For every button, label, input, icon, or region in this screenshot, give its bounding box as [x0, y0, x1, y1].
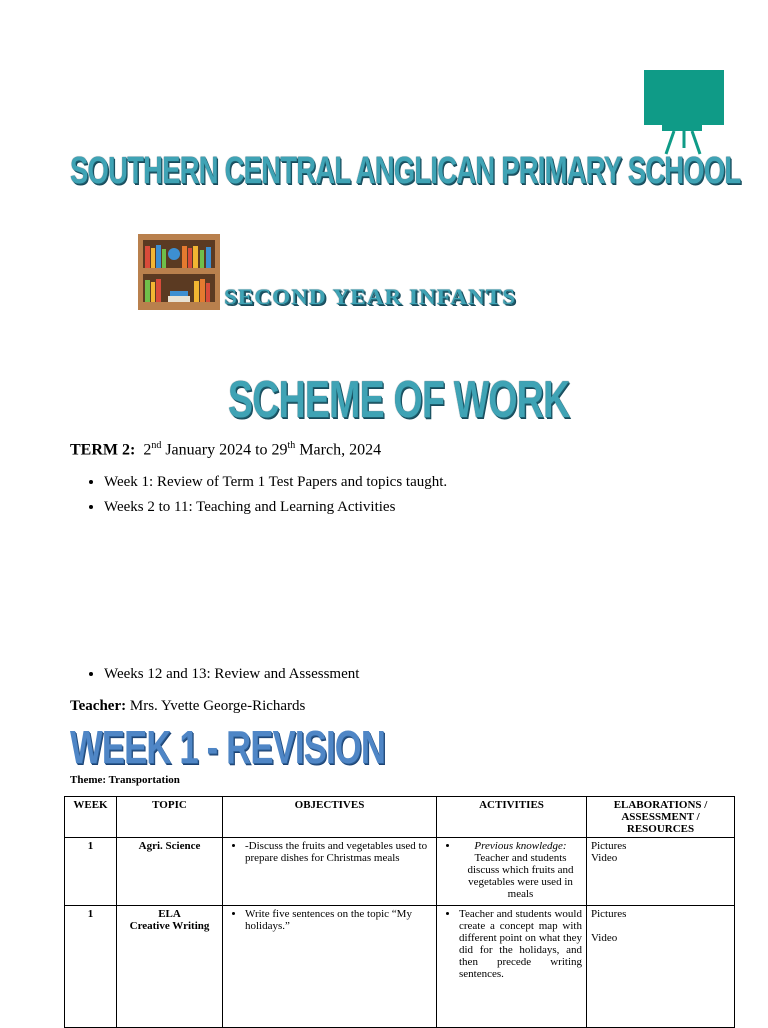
schedule-list	[84, 474, 447, 524]
row-resources	[587, 838, 735, 906]
activity-item: • Teacher and students would create a concept map with different point on what they did for the holidays, and then precede writing sentences.	[459, 908, 582, 980]
row-objectives	[223, 906, 437, 1028]
activity-label: Previous knowledge:	[474, 840, 567, 852]
teacher-label: Teacher:	[70, 698, 127, 714]
resource-item: Video	[591, 852, 618, 864]
header-topic: TOPIC	[117, 797, 223, 838]
objective-item: • -Discuss the fruits and vegetables used to prepare dishes for Christmas meals	[245, 840, 432, 864]
topic-line: ELA	[158, 908, 181, 920]
bookshelf-icon	[138, 234, 220, 310]
term-line	[70, 440, 381, 459]
week-heading: WEEK 1 - REVISION	[70, 721, 386, 773]
row-topic	[117, 838, 223, 906]
table-row	[65, 838, 735, 906]
activity-item	[459, 840, 582, 900]
table-header-row	[65, 797, 735, 838]
header-activities: ACTIVITIES	[437, 797, 587, 838]
resource-item: Pictures	[591, 908, 627, 920]
row-activities	[437, 838, 587, 906]
header-objectives: OBJECTIVES	[223, 797, 437, 838]
teacher-line	[70, 698, 305, 715]
term-start-rest: January 2024 to 29	[165, 441, 288, 459]
term-end-rest: March, 2024	[299, 441, 382, 459]
table-row	[65, 906, 735, 1028]
objective-item: • Write five sentences on the topic “My holidays.”	[245, 908, 432, 932]
schedule-weeks12-13: • Weeks 12 and 13: Review and Assessment	[104, 666, 359, 683]
topic-line: Agri. Science	[138, 840, 201, 852]
schedule-weeks2-11: • Weeks 2 to 11: Teaching and Learning Activities	[104, 499, 447, 516]
document-title: SCHEME OF WORK	[228, 371, 570, 429]
chalkboard-icon	[640, 68, 728, 158]
term-start-suffix: nd	[151, 440, 162, 451]
row-activities	[437, 906, 587, 1028]
resource-item: Video	[591, 932, 618, 944]
header-week: WEEK	[65, 797, 117, 838]
header-elaborations: ELABORATIONS / ASSESSMENT / RESOURCES	[587, 797, 735, 838]
activity-text: Teacher and students discuss which fruits and vegetables were used in meals	[467, 852, 574, 900]
schedule-week1: • Week 1: Review of Term 1 Test Papers and topics taught.	[104, 474, 447, 491]
topic-line-2: Creative Writing	[129, 920, 210, 932]
school-name: SOUTHERN CENTRAL ANGLICAN PRIMARY SCHOOL	[70, 150, 741, 192]
resource-item: Pictures	[591, 840, 627, 852]
term-label: TERM 2:	[70, 441, 136, 459]
term-start-day: 2	[143, 441, 152, 459]
theme-label: Theme: Transportation	[70, 774, 180, 786]
term-end-suffix: th	[287, 440, 296, 451]
row-topic	[117, 906, 223, 1028]
teacher-name: Mrs. Yvette George-Richards	[129, 698, 306, 714]
schedule-list-2	[84, 666, 359, 691]
row-resources	[587, 906, 735, 1028]
scheme-table	[64, 796, 735, 1028]
row-week: 1	[65, 838, 117, 906]
row-week: 1	[65, 906, 117, 1028]
row-objectives	[223, 838, 437, 906]
class-name: SECOND YEAR INFANTS	[224, 284, 517, 309]
